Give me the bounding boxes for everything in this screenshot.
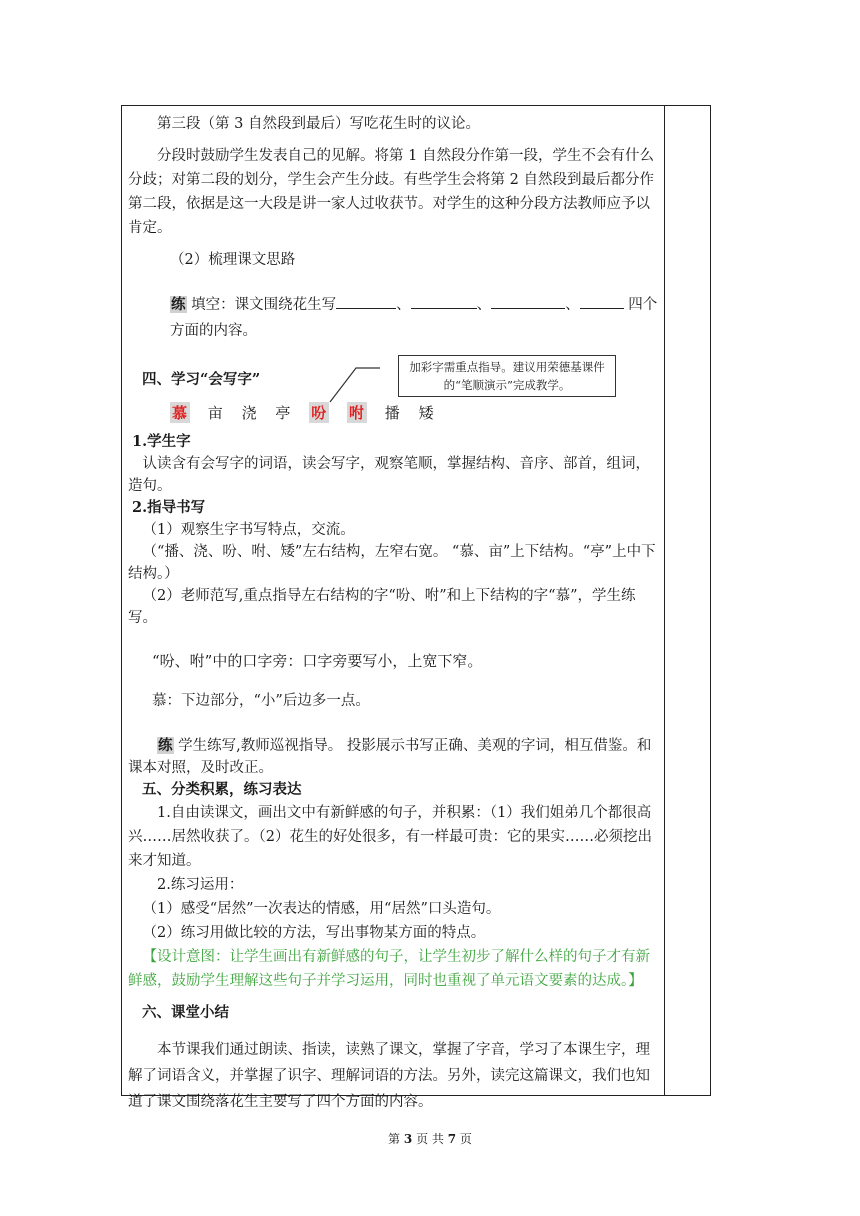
char-item: 矮 xyxy=(418,404,435,422)
practice-tag: 练 xyxy=(171,296,186,313)
section-4-title: 四、学习“会写字” xyxy=(142,371,261,388)
footer-middle: 页 共 xyxy=(416,1132,444,1146)
lesson-content xyxy=(128,112,658,1115)
section-6-title: 六、课堂小结 xyxy=(142,1004,229,1021)
practice-paragraph xyxy=(128,735,658,779)
char-item: 慕 xyxy=(172,404,189,422)
paragraph-structures: （“播、浇、吩、咐、矮”左右结构，左窄右宽。 “慕、亩”上下结构。“亭”上中下结构。） xyxy=(128,544,656,582)
tip-kou-radical: “吩、咐”中的口字旁：口字旁要写小，上宽下窄。 xyxy=(152,652,483,670)
blank-line-2 xyxy=(411,292,477,309)
footer-prefix: 第 xyxy=(388,1132,401,1146)
paragraph-juran: （1）感受“居然”一次表达的情感，用“居然”口头造句。 xyxy=(142,901,501,917)
practice-text: 学生练写,教师巡视指导。 投影展示书写正确、美观的字词，相互借鉴。和课本对照，及时改正。 xyxy=(128,738,652,776)
practice-tag: 练 xyxy=(158,737,173,754)
separator: 、 xyxy=(396,297,411,313)
heading-learn-characters: 1.学生字 xyxy=(132,433,191,450)
paragraph-accumulate: 1.自由读课文，画出文中有新鲜感的句子，并积累：（1）我们姐弟几个都很高兴……居然收获了。（2）花生的好处很多，有一样最可贵：它的果实……必须挖出来才知道。 xyxy=(128,805,652,869)
char-item: 播 xyxy=(384,404,401,422)
paragraph-segment-3: 第三段（第 3 自然段到最后）写吃花生时的议论。 xyxy=(157,116,480,132)
char-item: 亭 xyxy=(275,404,292,422)
separator: 、 xyxy=(476,297,492,313)
paragraph-summary: 本节课我们通过朗读、指读，读熟了课文，掌握了字音，学习了本课生字，理解了词语含义，并掌握了识字、理解词语的方法。另外，读完这篇课文，我们也知道了课文围绕落花生主要写了四个方面的内容。 xyxy=(128,1042,650,1110)
char-item: 浇 xyxy=(241,404,258,422)
fill-blank-prefix: 填空：课文围绕花生写 xyxy=(191,297,337,313)
char-item: 咐 xyxy=(348,404,365,422)
subheading-outline: （2）梳理课文思路 xyxy=(170,252,296,268)
tip-mu-character: 慕：下边部分，“小”后边多一点。 xyxy=(152,693,370,709)
separator: 、 xyxy=(565,297,580,313)
section-5-title: 五、分类积累，练习表达 xyxy=(142,781,302,798)
char-item: 吩 xyxy=(311,404,328,422)
blank-line-1 xyxy=(336,292,396,309)
fill-blank-exercise xyxy=(128,292,658,344)
paragraph-compare: （2）练习用做比较的方法，写出事物某方面的特点。 xyxy=(142,925,486,941)
page-footer xyxy=(0,1130,860,1147)
footer-total-pages: 7 xyxy=(447,1132,457,1146)
paragraph-practice-use: 2.练习运用： xyxy=(157,877,244,893)
heading-writing-guide: 2.指导书写 xyxy=(132,499,206,516)
char-item: 亩 xyxy=(207,404,224,422)
writing-characters xyxy=(128,402,658,423)
paragraph-observe: （1）观察生字书写特点，交流。 xyxy=(142,522,355,538)
footer-page-number: 3 xyxy=(403,1132,413,1146)
paragraph-demo-writing: （2）老师范写,重点指导左右结构的字“吩、咐”和上下结构的字“慕”，学生练写。 xyxy=(128,588,636,626)
blank-line-3 xyxy=(491,292,565,309)
paragraph-learn-characters: 认读含有会写字的词语，读会写字，观察笔顺，掌握结构、音序、部首，组词，造句。 xyxy=(128,456,650,494)
blank-line-4 xyxy=(580,292,624,309)
footer-suffix: 页 xyxy=(459,1132,472,1146)
teaching-note-box: 加彩字需重点指导。建议用荣德基课件的“笔顺演示”完成教学。 xyxy=(398,355,616,397)
paragraph-segmenting-advice: 分段时鼓励学生发表自己的见解。将第 1 自然段分作第一段，学生不会有什么分歧；对第二段的划分，学生会产生分歧。有些学生会将第 2 自然段到最后都分作第二段，依据是这一大段是讲一家人过收获节。对学生的这种分段方法教师应予以肯定。 xyxy=(128,148,654,236)
fill-blank-suffix: 四个方面的内容。 xyxy=(170,297,658,339)
design-intent-note: 【设计意图：让学生画出有新鲜感的句子，让学生初步了解什么样的句子才有新鲜感，鼓励学生理解这些句子并学习运用，同时也重视了单元语文要素的达成。】 xyxy=(128,949,650,989)
